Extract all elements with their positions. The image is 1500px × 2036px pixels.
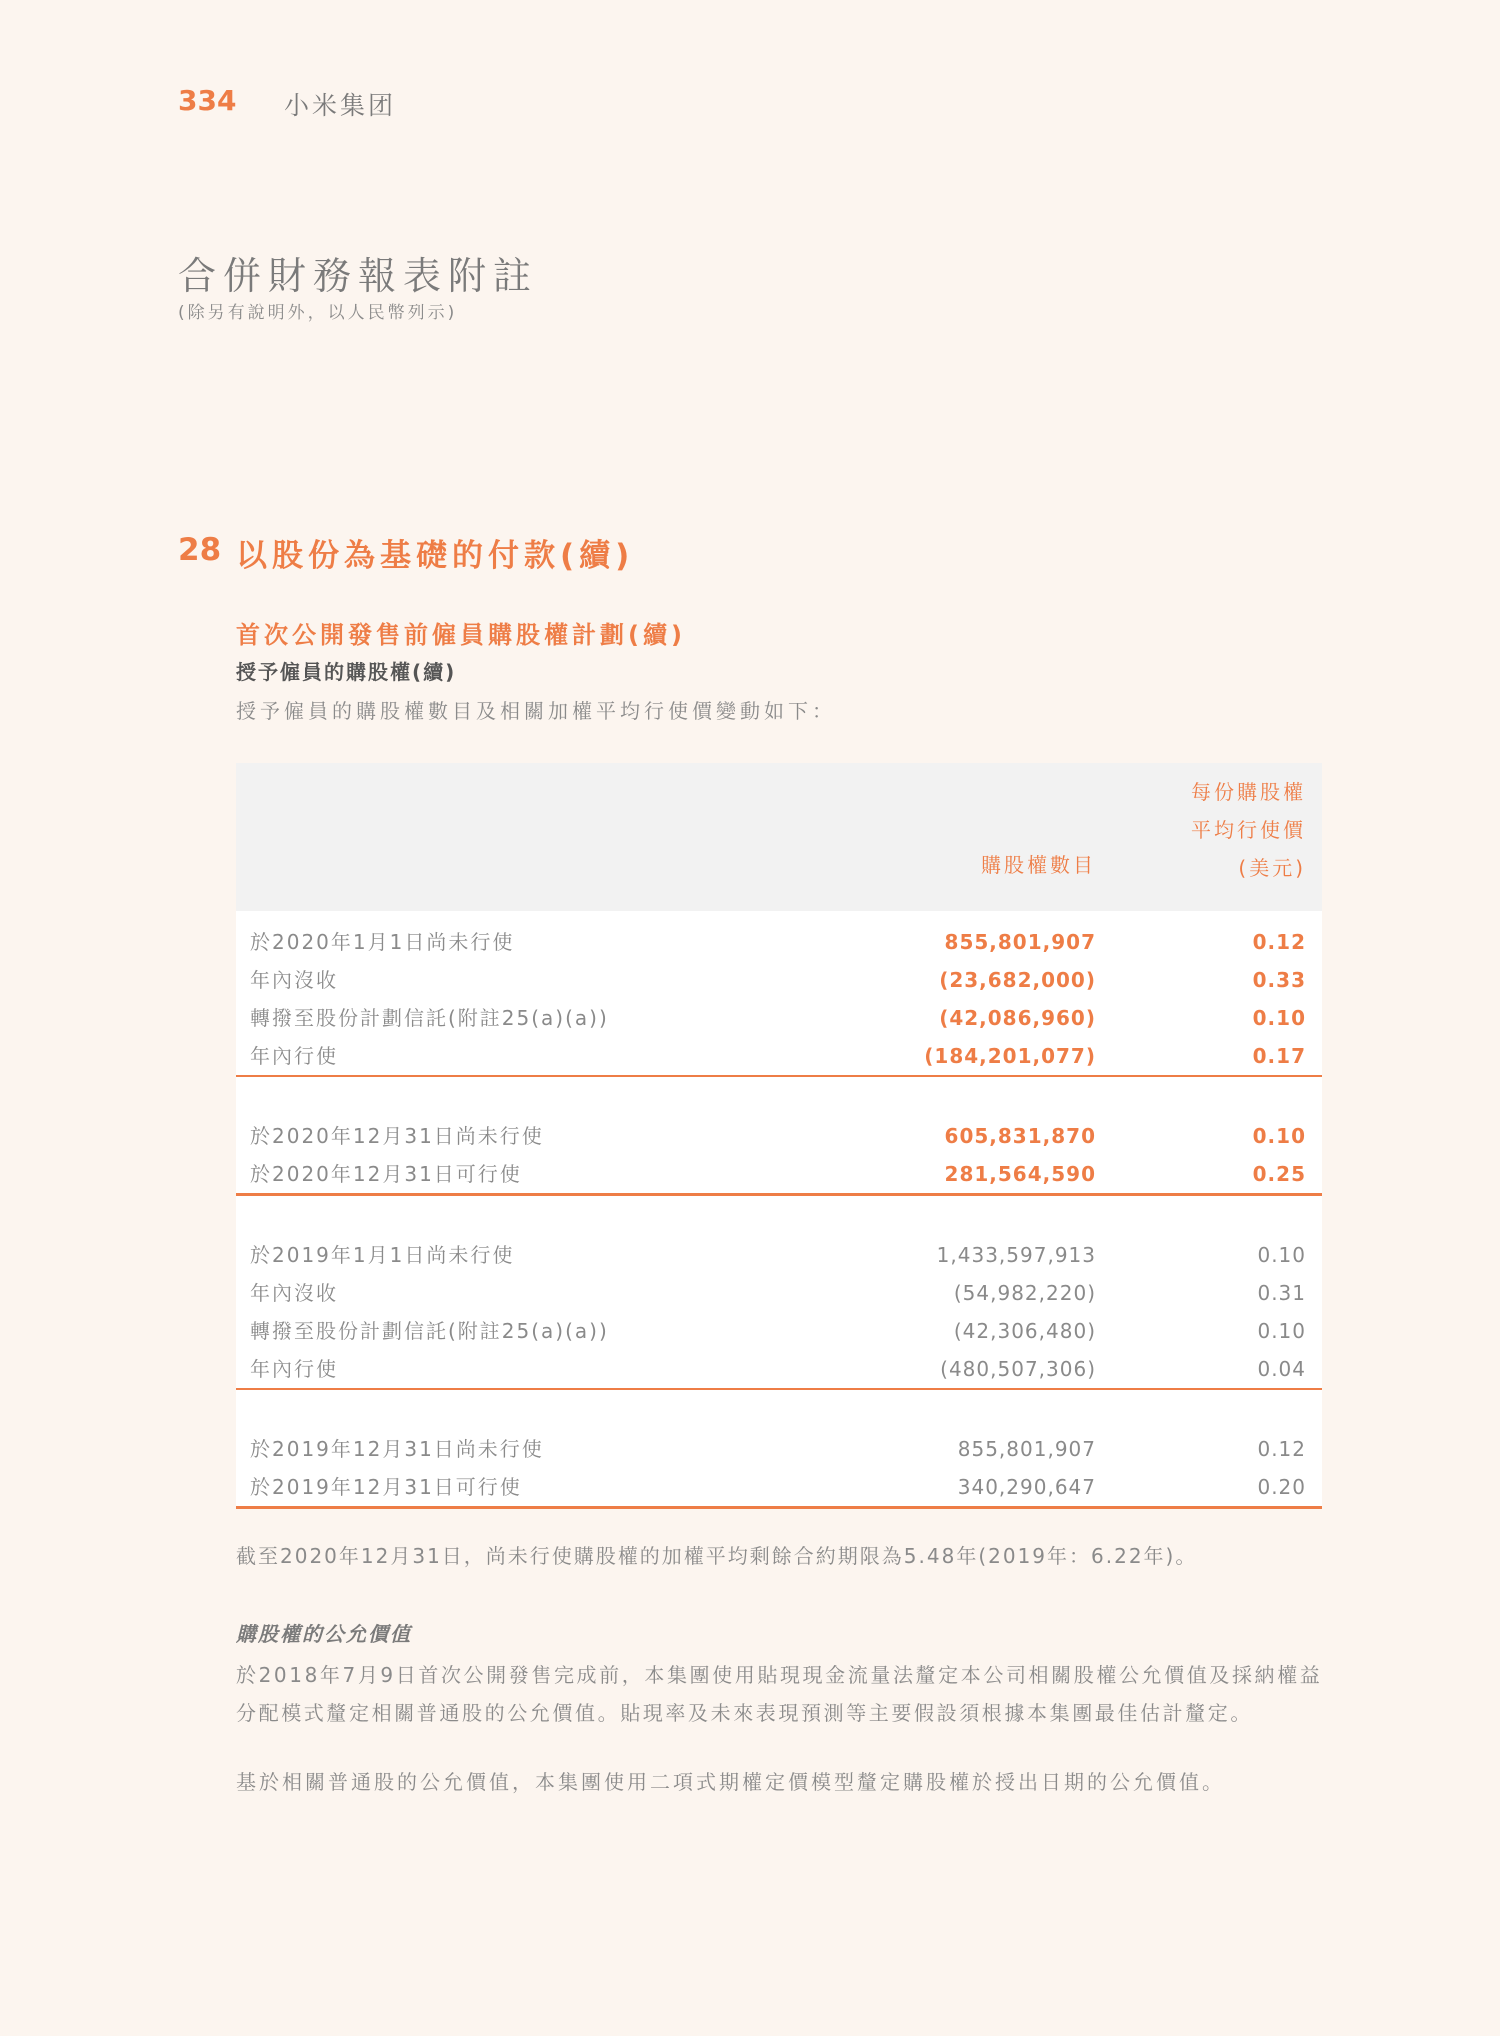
avg-price-cell: 0.33 — [1252, 968, 1306, 992]
row-label: 轉撥至股份計劃信託(附註25(a)(a)) — [250, 1006, 609, 1030]
row-label: 年內沒收 — [250, 968, 338, 992]
row-label: 年內行使 — [250, 1357, 338, 1381]
table-row — [236, 1350, 1322, 1388]
table-row — [236, 1312, 1322, 1350]
option-count-cell: (42,086,960) — [939, 1006, 1096, 1030]
page-number: 334 — [178, 84, 237, 117]
avg-price-cell: 0.04 — [1257, 1357, 1306, 1381]
avg-price-cell: 0.20 — [1257, 1475, 1306, 1499]
column-header-avg-price-line3: (美元) — [1238, 856, 1306, 880]
table-row — [236, 1468, 1322, 1506]
option-count-cell: (23,682,000) — [939, 968, 1096, 992]
company-name: 小米集团 — [284, 91, 397, 120]
share-options-table — [236, 763, 1322, 1509]
avg-price-cell: 0.17 — [1252, 1044, 1306, 1068]
avg-price-cell: 0.10 — [1257, 1319, 1306, 1343]
group-2020-movements — [236, 923, 1322, 1075]
row-label: 於2019年1月1日尚未行使 — [250, 1243, 515, 1267]
table-row — [236, 1430, 1322, 1468]
sub-sub-heading: 授予僱員的購股權(續) — [236, 660, 457, 684]
table-row — [236, 1155, 1322, 1193]
fair-value-paragraph-2: 基於相關普通股的公允價值，本集團使用二項式期權定價模型釐定購股權於授出日期的公允價值。 — [236, 1770, 1225, 1794]
remaining-life-note: 截至2020年12月31日，尚未行使購股權的加權平均剩餘合約期限為5.48年(2019年：6.22年)。 — [236, 1544, 1198, 1568]
option-count-cell: 605,831,870 — [944, 1124, 1096, 1148]
group-2019-closing — [236, 1430, 1322, 1506]
column-header-option-count: 購股權數目 — [981, 853, 1096, 877]
option-count-cell: (480,507,306) — [940, 1357, 1096, 1381]
column-header-avg-price-line1: 每份購股權 — [1191, 780, 1306, 804]
table-row — [236, 999, 1322, 1037]
row-label: 轉撥至股份計劃信託(附註25(a)(a)) — [250, 1319, 609, 1343]
row-label: 於2019年12月31日可行使 — [250, 1475, 522, 1499]
row-label: 於2020年1月1日尚未行使 — [250, 930, 515, 954]
row-label: 年內沒收 — [250, 1281, 338, 1305]
option-count-cell: 855,801,907 — [944, 930, 1096, 954]
table-row — [236, 1117, 1322, 1155]
table-row — [236, 923, 1322, 961]
column-header-avg-price-line2: 平均行使價 — [1191, 818, 1306, 842]
table-header — [236, 763, 1322, 911]
row-label: 於2019年12月31日尚未行使 — [250, 1437, 544, 1461]
option-count-cell: 855,801,907 — [957, 1437, 1096, 1461]
divider-line — [236, 1506, 1322, 1509]
option-count-cell: 281,564,590 — [944, 1162, 1096, 1186]
avg-price-cell: 0.31 — [1257, 1281, 1306, 1305]
avg-price-cell: 0.10 — [1252, 1006, 1306, 1030]
table-body — [236, 911, 1322, 1509]
option-count-cell: 1,433,597,913 — [936, 1243, 1096, 1267]
option-count-cell: (54,982,220) — [953, 1281, 1096, 1305]
option-count-cell: 340,290,647 — [957, 1475, 1096, 1499]
avg-price-cell: 0.10 — [1252, 1124, 1306, 1148]
fair-value-heading: 購股權的公允價值 — [236, 1622, 412, 1646]
intro-text: 授予僱員的購股權數目及相關加權平均行使價變動如下： — [236, 699, 836, 723]
page-subtitle: (除另有說明外，以人民幣列示) — [178, 303, 458, 323]
table-row — [236, 1037, 1322, 1075]
sub-heading: 首次公開發售前僱員購股權計劃(續) — [236, 621, 686, 649]
page-title: 合併財務報表附註 — [178, 254, 539, 298]
section-number: 28 — [178, 532, 222, 568]
fair-value-paragraph-1: 於2018年7月9日首次公開發售完成前，本集團使用貼現現金流量法釐定本公司相關股權公允價值及採納權益分配模式釐定相關普通股的公允價值。貼現率及未來表現預測等主要假設須根據本集團最佳估計釐定。 — [236, 1663, 1323, 1725]
option-count-cell: (42,306,480) — [953, 1319, 1096, 1343]
table-row — [236, 1274, 1322, 1312]
avg-price-cell: 0.12 — [1257, 1437, 1306, 1461]
row-label: 於2020年12月31日尚未行使 — [250, 1124, 544, 1148]
group-2019-movements — [236, 1236, 1322, 1388]
avg-price-cell: 0.12 — [1252, 930, 1306, 954]
row-label: 於2020年12月31日可行使 — [250, 1162, 522, 1186]
group-2020-closing — [236, 1117, 1322, 1193]
option-count-cell: (184,201,077) — [924, 1044, 1096, 1068]
row-label: 年內行使 — [250, 1044, 338, 1068]
avg-price-cell: 0.10 — [1257, 1243, 1306, 1267]
table-row — [236, 1236, 1322, 1274]
section-title: 以股份為基礎的付款(續) — [236, 538, 635, 574]
column-header-avg-price — [1191, 773, 1306, 887]
table-row — [236, 961, 1322, 999]
avg-price-cell: 0.25 — [1252, 1162, 1306, 1186]
